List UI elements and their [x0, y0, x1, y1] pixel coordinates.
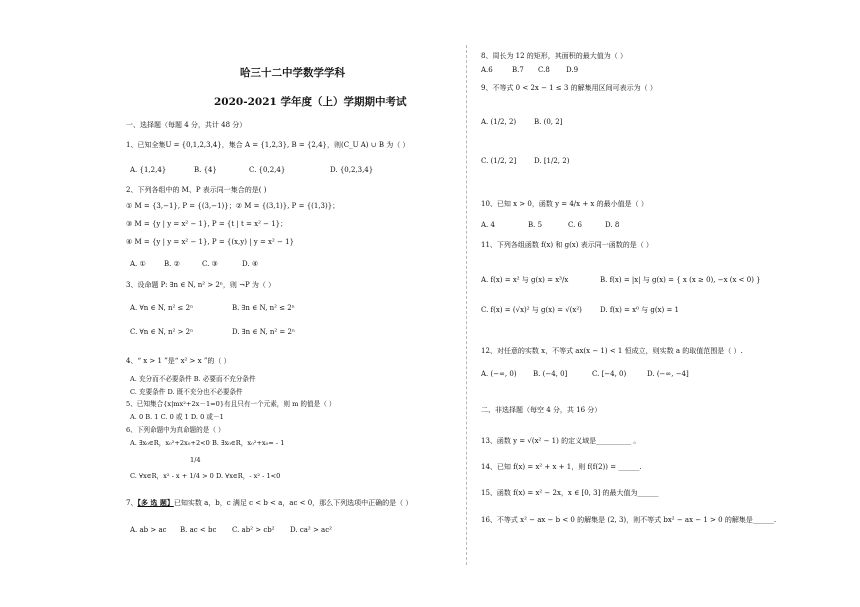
q7-option-b: B. ac < bc — [180, 526, 217, 534]
q1-option-b: B. {4} — [194, 166, 217, 174]
exam-title: 2020-2021 学年度（上）学期期中考试 — [214, 96, 407, 108]
q7-option-c: C. ab² > cb² — [232, 526, 275, 534]
q10-option-d: D. 8 — [605, 221, 620, 229]
section-choice-heading: 一、选择题（每题 4 分，共计 48 分） — [126, 121, 247, 129]
question-8: 8、周长为 12 的矩形，其面积的最大值为（ ） — [481, 52, 628, 60]
q5-options: A. 0 B. 1 C. 0 或 1 D. 0 或－1 — [130, 413, 224, 421]
q1-option-a: A. {1,2,4} — [130, 166, 167, 174]
q1-option-d: D. {0,2,3,4} — [330, 166, 374, 174]
q12-option-a: A. (−∞, 0) — [481, 370, 517, 378]
q11-option-d: D. f(x) = x⁰ 与 g(x) = 1 — [600, 306, 679, 314]
q12-option-d: D. (−∞, −4] — [647, 370, 689, 378]
question-3: 3、设命题 P: ∃n ∈ N, n² > 2ⁿ，则 ¬P 为（ ） — [126, 281, 276, 289]
question-6: 6、下列命题中为真命题的是（ ） — [126, 426, 225, 434]
q3-option-c: C. ∀n ∈ N, n² > 2ⁿ — [130, 328, 194, 336]
question-15: 15、函数 f(x) = x² − 2x，x ∈ [0, 3] 的最大值为______ — [481, 489, 659, 497]
q4-options-row2: C. 充要条件 D. 既不充分也不必要条件 — [130, 388, 243, 396]
q12-option-c: C. [−4, 0) — [592, 370, 627, 378]
section-fill-heading: 二、非选择题（每空 4 分，共 16 分） — [481, 406, 602, 414]
question-10: 10、已知 x > 0，函数 y = 4/x + x 的最小值是（ ） — [481, 200, 648, 208]
q2-item-3: ③ M = {y | y = x² − 1}, P = {t | t = x² − 1}； — [126, 220, 288, 228]
q8-option-b: B.7 — [512, 66, 524, 74]
question-4: 4、“ x > 1 ”是“ x² > x ”的（ ） — [126, 357, 231, 365]
q2-item-1-2: ① M = {3,−1}, P = {(3,−1)}；② M = {(3,1)}, P = {(1,3)}； — [126, 202, 340, 210]
q2-option-d: D. ④ — [242, 260, 259, 268]
column-divider — [466, 45, 467, 565]
q8-option-a: A.6 — [481, 66, 493, 74]
q3-option-b: B. ∃n ∈ N, n² ≤ 2ⁿ — [232, 304, 295, 312]
q9-option-d: D. [1/2, 2) — [534, 157, 570, 165]
question-11: 11、下列各组函数 f(x) 和 g(x) 表示同一函数的是（ ） — [481, 241, 653, 249]
q1-option-c: C. {0,2,4} — [249, 166, 286, 174]
question-1: 1、已知全集U = {0,1,2,3,4}，集合 A = {1,2,3}, B = {2,4}，则(C_U A) ∪ B 为（ ） — [126, 141, 410, 149]
question-14: 14、已知 f(x) = x² + x + 1，则 f(f(2)) = ______. — [481, 463, 642, 471]
q10-option-b: B. 5 — [528, 221, 543, 229]
q12-option-b: B. (−4, 0] — [533, 370, 568, 378]
q6-fraction: 1/4 — [190, 456, 201, 464]
q7-number: 7、 — [126, 499, 138, 507]
q3-option-d: D. ∃n ∈ N, n² = 2ⁿ — [232, 328, 295, 336]
q7-multi-select-tag: 【多 选 题】 — [137, 498, 174, 507]
question-12: 12、对任意的实数 x，不等式 ax(x − 1) < 1 恒成立，则实数 a 的取值范围是（ ）. — [481, 347, 743, 355]
q2-option-a: A. ① — [130, 260, 146, 268]
q4-options-row1: A. 充分而不必要条件 B. 必要而不充分条件 — [130, 375, 256, 383]
q7-text: 已知实数 a，b，c 满足 c < b < a，ac < 0，那么下列选项中正确的是（ ） — [173, 499, 413, 507]
question-9: 9、不等式 0 < 2x − 1 ≤ 3 的解集用区间可表示为（ ） — [481, 84, 657, 92]
q6-options-row1: A. ∃x₀∈R，x₀²+2x₀+2<0 B. ∃x₀∈R，x₀²+x₀= - 1 — [130, 439, 285, 447]
q6-options-row2: C. ∀x∈R，x² - x + 1/4 > 0 D. ∀x∈R，- x² - 1<0 — [130, 472, 281, 480]
question-5: 5、已知集合{x|mx²+2x－1=0}有且只有一个元素，则 m 的值是（ ） — [126, 400, 336, 408]
q7-option-a: A. ab > ac — [130, 526, 167, 534]
q9-option-a: A. (1/2, 2) — [481, 118, 517, 126]
q2-item-4: ④ M = {y | y = x² − 1}, P = {(x,y) | y = x² − 1} — [126, 238, 295, 246]
q8-option-c: C.8 — [538, 66, 550, 74]
q2-option-c: C. ③ — [202, 260, 218, 268]
q2-option-b: B. ② — [164, 260, 180, 268]
q3-option-a: A. ∀n ∈ N, n² ≤ 2ⁿ — [130, 304, 194, 312]
school-title: 哈三十二中学数学学科 — [240, 67, 345, 79]
q9-option-b: B. (0, 2] — [534, 118, 563, 126]
q10-option-a: A. 4 — [481, 221, 495, 229]
question-2: 2、下列各组中的 M、P 表示同一集合的是( ) — [126, 186, 267, 194]
q9-option-c: C. (1/2, 2] — [481, 157, 517, 165]
question-13: 13、函数 y = √(x² − 1) 的定义域是__________ 。 — [481, 437, 641, 445]
q7-option-d: D. ca² > ac² — [290, 526, 332, 534]
q8-option-d: D.9 — [566, 66, 579, 74]
q11-option-b: B. f(x) = |x| 与 g(x) = { x (x ≥ 0), −x (x < 0) } — [600, 276, 761, 284]
q11-option-c: C. f(x) = (√x)² 与 g(x) = √(x²) — [481, 306, 582, 314]
question-7 — [126, 499, 412, 507]
question-16: 16、不等式 x² − ax − b < 0 的解集是 (2, 3)，则不等式 bx² − ax − 1 > 0 的解集是______. — [481, 516, 777, 524]
q10-option-c: C. 6 — [568, 221, 583, 229]
q11-option-a: A. f(x) = x² 与 g(x) = x³/x — [481, 276, 569, 284]
